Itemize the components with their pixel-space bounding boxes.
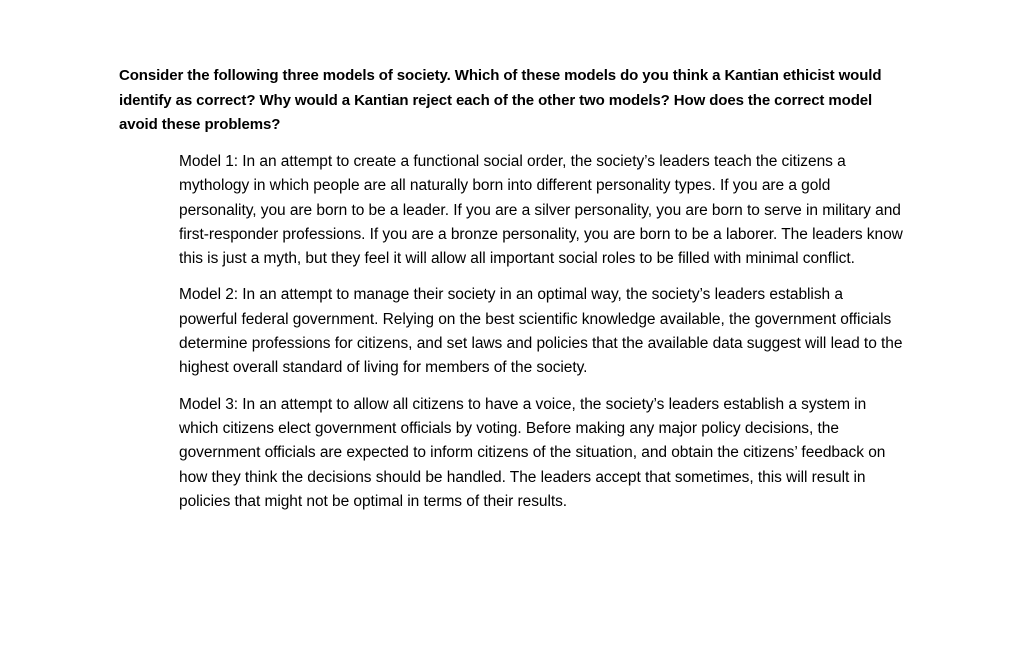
- question-prompt: Consider the following three models of society. Which of these models do you think a Kantian ethicist would identify as correct? Why would a Kantian reject each of the other two models? How does the correct model avoid these problems?: [119, 67, 882, 133]
- models-list: [179, 150, 903, 526]
- model-2-paragraph: Model 2: In an attempt to manage their society in an optimal way, the society’s leaders establish a powerful federal government. Relying on the best scientific knowledge available, the government officials determine professions for citizens, and set laws and policies that the available data suggest will lead to the highest overall standard of living for members of the society.: [179, 286, 903, 377]
- model-3-paragraph: Model 3: In an attempt to allow all citizens to have a voice, the society’s leaders establish a system in which citizens elect government officials by voting. Before making any major policy decisions, the government officials are expected to inform citizens of the situation, and obtain the citizens’ feedback on how they think the decisions should be handled. The leaders accept that sometimes, this will result in policies that might not be optimal in terms of their results.: [179, 395, 886, 510]
- model-1-paragraph: Model 1: In an attempt to create a functional social order, the society’s leaders teach the citizens a mythology in which people are all naturally born into different personality types. If you are a gold personality, you are born to be a leader. If you are a silver personality, you are born to serve in military and first-responder professions. If you are a bronze personality, you are born to be a laborer. The leaders know this is just a myth, but they feel it will allow all important social roles to be filled with minimal conflict.: [179, 153, 903, 268]
